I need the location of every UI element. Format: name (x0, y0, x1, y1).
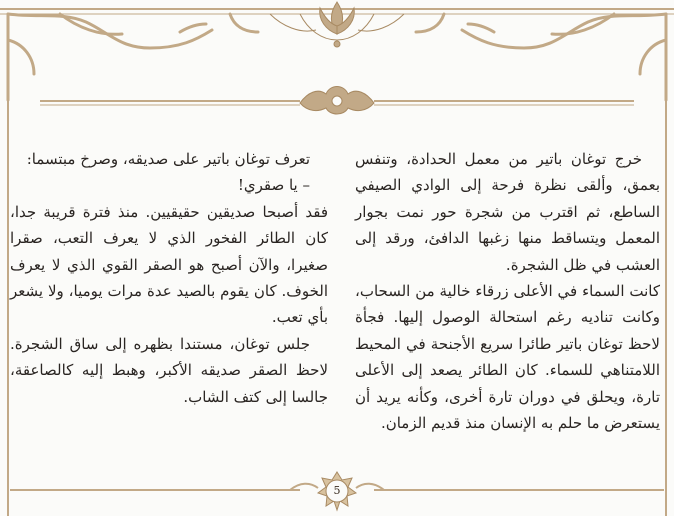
paragraph: – يا صقري! (237, 176, 310, 195)
paragraph: كانت السماء في الأعلى زرقاء خالية من السحاب، وكانت تناديه رغم استحالة الوصول إليها. فجأة لاحظ توغان باتير طائرا سريع الأجنحة في المحيط اللامتناهي للسماء. كان الطائر يصعد إلى الأعلى تارة، ويحلق في دوران تارة أخرى، وكأنه يريد أن يستعرض ما حلم به الإنسان منذ قديم الزمان. (355, 282, 660, 433)
right-column-text (355, 146, 660, 436)
corner-flourish-icon (416, 14, 666, 100)
paragraph: خرج توغان باتير من معمل الحدادة، وتنفس بعمق، وألقى نظرة فرحة إلى الوادي الصيفي الساطع، ثم اقترب من شجرة حور نمت بجوار المعمل ويتساقط منها زغبها الدافئ، ورقد إلى العشب في ظل الشجرة. (355, 150, 660, 274)
paragraph: فقد أصبحا صديقين حقيقيين. منذ فترة قريبة جدا، كان الطائر الفخور الذي لا يعرف التعب، صقرا صغيرا، والآن أصبح هو الصقر القوي الذي لا يعرف الخوف. كان يقوم بالصيد عدة مرات يوميا، ولا يشعر بأي تعب. (10, 202, 328, 327)
paragraph: تعرف توغان باتير على صديقه، وصرخ مبتسما: (26, 150, 310, 168)
paragraph: جلس توغان، مستندا بظهره إلى ساق الشجرة. لاحظ الصقر صديقه الأكبر، وهبط إليه كالصاعقة، جالسا إلى كتف الشاب. (10, 334, 328, 406)
chapter-divider-icon (40, 87, 634, 115)
corner-flourish-icon (8, 14, 258, 100)
page-number: 5 (333, 484, 341, 497)
left-column-text (10, 146, 328, 410)
